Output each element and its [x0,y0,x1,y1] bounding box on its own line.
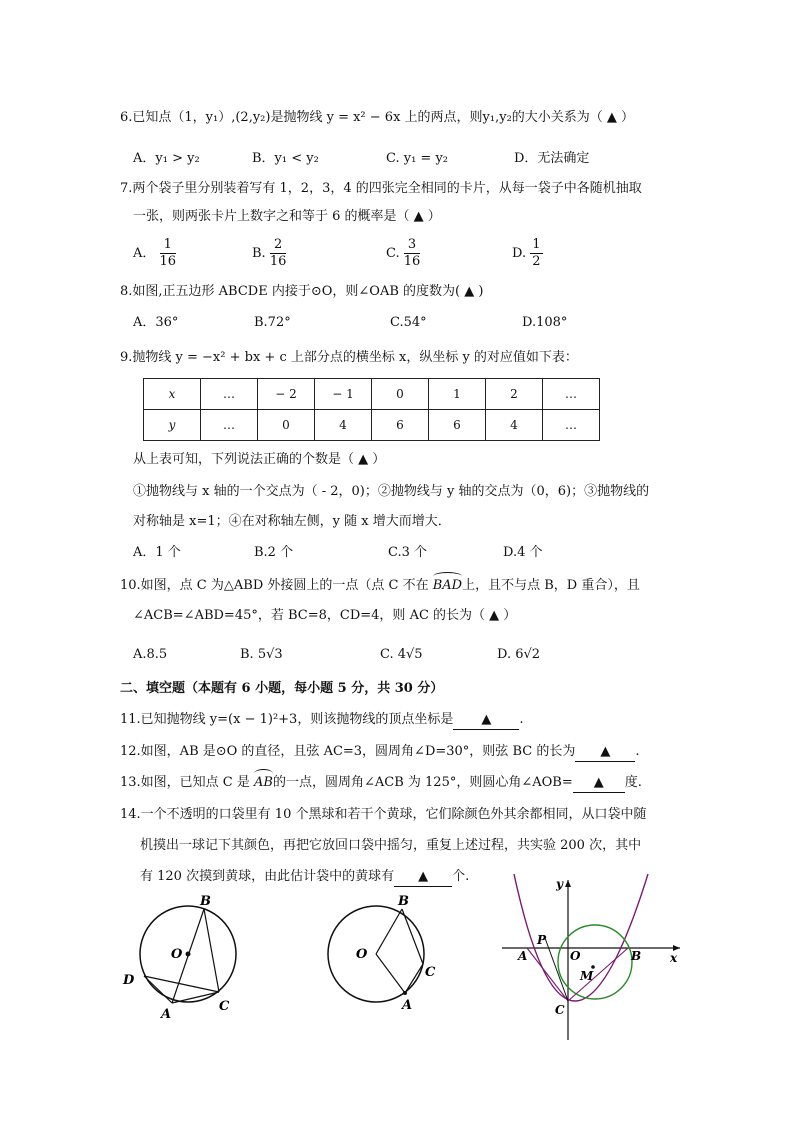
q7-option-b-label: B. [252,246,266,261]
q12-end: . [635,744,640,759]
q7-line1: 7.两个袋子里分别装着写有 1，2，3，4 的四张完全相同的卡片，从每一袋子中各随机抽取 [120,181,642,196]
q8-option-b: B.72° [254,315,291,330]
q11-end: . [519,712,524,727]
point-a [403,991,407,995]
label-c: C [425,965,436,980]
label-m: M [580,969,594,983]
q7-option-c-den: 16 [403,254,421,269]
label-a: A [402,998,413,1013]
q7-option-c-num: 3 [404,237,421,254]
q14-line3 [140,868,469,887]
q9-option-b: B.2 个 [254,545,294,560]
q9-value-table [143,378,600,441]
q11-line [120,711,523,730]
segment-ac [527,948,568,1001]
label-p: P [537,933,547,947]
table-cell: … [543,379,600,410]
q7-option-c-label: C. [386,246,400,261]
q14-answer-blank: ▲ [394,868,452,887]
q7-option-d-label: D. [512,246,527,261]
q10-line2: ∠ACB=∠ABD=45°，若 BC=8，CD=4，则 AC 的长为（ ▲ ） [133,608,517,623]
label-c: C [555,1003,565,1017]
figure-3 [498,872,688,1044]
q7-line2: 一张，则两张卡片上数字之和等于 6 的概率是（ ▲ ） [133,209,441,224]
q7-option-b-num: 2 [270,237,287,254]
q12-answer-blank: ▲ [575,743,635,762]
q9-option-a: A．1 个 [133,545,181,560]
chord-bc [402,909,423,964]
q7-option-a-num: 1 [160,237,177,254]
label-o: O [570,949,581,963]
chord-ca [405,964,423,993]
table-cell: 2 [486,379,543,410]
q6-option-d: D．无法确定 [514,151,590,166]
q7-option-c-fraction [404,237,421,270]
q10-option-c: C. 4√5 [380,647,423,662]
table-row-x [144,379,600,410]
q10-line1-b: 上，且不与点 B，D 重合），且 [462,578,640,593]
q9-option-c: C.3 个 [388,545,428,560]
label-a: A [161,1007,172,1022]
q10-line1 [120,577,640,595]
radius-ob [376,909,402,954]
q11-answer-blank: ▲ [453,711,519,730]
q9-line4: 对称轴是 x=1；④在对称轴左侧，y 随 x 增大而增大． [133,514,451,529]
q8-option-d: D.108° [522,315,568,330]
q13-text-b: 的一点，圆周角∠ACB 为 125°，则圆心角∠AOB= [272,775,573,790]
chord-da [144,976,172,1003]
q6-option-b: B．y₁ < y₂ [252,151,319,166]
table-cell: 0 [372,379,429,410]
figure-1 [118,892,258,1022]
label-c: C [219,999,230,1014]
q7-option-d-fraction [530,237,542,270]
label-a: A [518,949,528,963]
q8-text: 8.如图,正五边形 ABCDE 内接于⊙O，则∠OAB 的度数为( ▲ ) [120,284,484,299]
label-b: B [631,949,642,963]
table-cell: … [201,379,258,410]
label-o: O [171,947,183,962]
q9-text: 9.抛物线 y = −x² + bx + c 上部分点的横坐标 x，纵坐标 y 的对应值如下表： [120,350,578,365]
q14-end: 个. [452,869,470,884]
table-cell: 6 [372,410,429,441]
q7-option-b-den: 16 [269,254,287,269]
q9-line3: ①抛物线与 x 轴的一个交点为（ - 2，0)；②抛物线与 y 轴的交点为（0，6)；③抛物线的 [133,484,650,499]
q7-option-d-num: 1 [532,237,541,252]
q7-option-c [386,237,420,270]
label-x: x [670,951,678,965]
q7-option-a-den: 16 [159,254,177,269]
y-axis-arrow-icon [565,880,571,887]
q7-option-d [512,237,543,270]
q13-line [120,774,642,793]
table-cell: y [144,410,201,441]
q13-end: 度. [624,775,642,790]
table-cell: … [201,410,258,441]
q7-option-d-den: 2 [532,254,541,269]
table-cell: 4 [486,410,543,441]
chord-bc [204,909,219,992]
q11-text: 11.已知抛物线 y=(x − 1)²+3，则该抛物线的顶点坐标是 [120,712,454,727]
q12-text: 12.如图，AB 是⊙O 的直径，且弦 AC=3，圆周角∠D=30°，则弦 BC 的长为 [120,744,576,759]
table-cell: 0 [258,410,315,441]
table-cell: 4 [315,410,372,441]
q7-option-b-fraction [270,237,287,270]
q14-line1: 14.一个不透明的口袋里有 10 个黑球和若干个黄球，它们除颜色外其余都相同，从口袋中随 [120,807,647,822]
table-cell: 6 [429,410,486,441]
figure-2 [318,892,448,1017]
table-cell: … [543,410,600,441]
table-row-y [144,410,600,441]
q14-text: 有 120 次摸到黄球，由此估计袋中的黄球有 [140,869,395,884]
q6-text: 6.已知点（1，y₁）,(2,y₂)是抛物线 y = x² − 6x 上的两点，则y₁,y₂的大小关系为（ ▲ ） [120,110,635,125]
q6-option-c: C. y₁ = y₂ [386,151,449,166]
q12-line [120,743,639,762]
table-cell: 1 [429,379,486,410]
q7-option-a [133,237,176,270]
table-cell: x [144,379,201,410]
q9-option-d: D.4 个 [503,545,543,560]
q8-option-a: A．36° [133,315,179,330]
q10-option-d: D. 6√2 [497,647,541,662]
q10-line1-a: 10.如图，点 C 为△ABD 外接圆上的一点（点 C 不在 [120,578,433,593]
table-cell: − 2 [258,379,315,410]
q7-option-a-fraction [160,237,177,270]
q6-option-a: A．y₁ > y₂ [133,151,200,166]
q7-option-b [252,237,286,270]
label-o: O [356,947,368,962]
q7-option-a-label: A． [133,246,156,261]
q10-arc-bad: BAD [432,578,463,593]
label-d: D [123,973,135,988]
q9-line2: 从上表可知，下列说法正确的个数是（ ▲ ） [133,452,386,467]
q13-arc-ab: AB [254,775,273,790]
q14-line2: 机摸出一球记下其颜色，再把它放回口袋中摇匀，重复上述过程，共实验 200 次，其中 [140,838,642,853]
label-b: B [398,894,409,909]
radius-oa [376,954,405,993]
q10-option-b: B. 5√3 [240,647,283,662]
label-y: y [556,877,563,891]
q13-text-a: 13.如图，已知点 C 是 [120,775,255,790]
section-2-heading: 二、填空题（本题有 6 小题，每小题 5 分，共 30 分） [120,681,444,696]
q10-option-a: A.8.5 [133,647,168,662]
q8-option-c: C.54° [390,315,427,330]
q13-answer-blank: ▲ [573,774,625,793]
table-cell: − 1 [315,379,372,410]
label-b: B [200,894,211,909]
